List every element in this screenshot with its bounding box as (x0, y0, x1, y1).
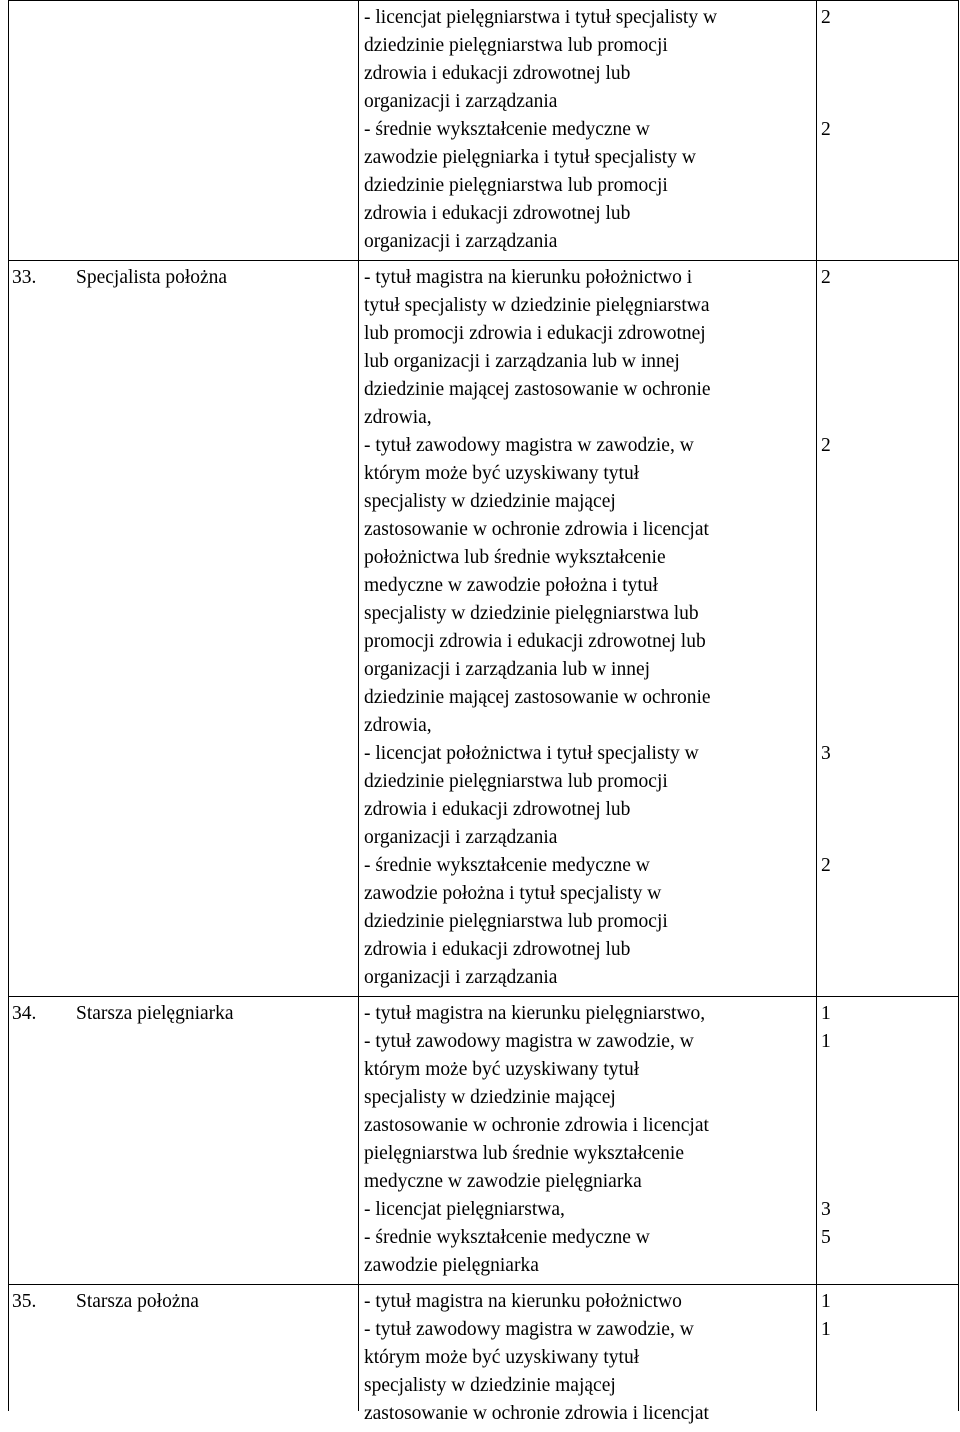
qualifications-table (8, 0, 959, 1424)
experience-value (821, 292, 941, 320)
experience-value (821, 544, 941, 572)
experience-value (821, 656, 941, 684)
qualification-line: organizacji i zarządzania (364, 91, 558, 112)
qualifications-cell (364, 4, 810, 256)
qualification-line: zastosowanie w ochronie zdrowia i licencjat (364, 1403, 709, 1424)
experience-value (821, 1252, 941, 1280)
experience-value (821, 600, 941, 628)
experience-value (821, 684, 941, 712)
position-name: Specjalista położna (76, 267, 228, 288)
experience-years-cell (821, 1288, 941, 1428)
qualification-line: organizacji i zarządzania (364, 967, 558, 988)
experience-value (821, 908, 941, 936)
experience-value: 1 (821, 1031, 831, 1052)
experience-value (821, 200, 941, 228)
experience-value (821, 320, 941, 348)
qualification-line: - tytuł zawodowy magistra w zawodzie, w (364, 1319, 694, 1340)
experience-value (821, 824, 941, 852)
experience-value (821, 1344, 941, 1372)
qualification-line: zastosowanie w ochronie zdrowia i licencjat (364, 519, 709, 540)
experience-value (821, 572, 941, 600)
qualification-line: zdrowia i edukacji zdrowotnej lub (364, 203, 631, 224)
qualification-line: - średnie wykształcenie medyczne w (364, 855, 650, 876)
experience-value (821, 712, 941, 740)
qualification-line: - tytuł magistra na kierunku położnictwo i (364, 267, 693, 288)
qualification-line: lub promocji zdrowia i edukacji zdrowotnej (364, 323, 706, 344)
qualification-line: specjalisty w dziedzinie mającej (364, 1375, 616, 1396)
experience-value (821, 488, 941, 516)
experience-value: 1 (821, 1291, 831, 1312)
qualification-line: - licencjat pielęgniarstwa i tytuł specjalisty w (364, 7, 718, 28)
experience-value (821, 144, 941, 172)
experience-years-cell (821, 1000, 941, 1280)
table-row (8, 996, 959, 1284)
qualification-line: promocji zdrowia i edukacji zdrowotnej lub (364, 631, 706, 652)
qualifications-cell (364, 1288, 810, 1428)
qualifications-cell (364, 264, 810, 992)
qualification-line: dziedzinie pielęgniarstwa lub promocji (364, 911, 668, 932)
qualification-line: położnictwa lub średnie wykształcenie (364, 547, 666, 568)
experience-value (821, 1112, 941, 1140)
qualification-line: zdrowia i edukacji zdrowotnej lub (364, 939, 631, 960)
qualification-line: którym może być uzyskiwany tytuł (364, 463, 640, 484)
experience-value (821, 1400, 941, 1428)
row-number: 35. (12, 1291, 37, 1312)
experience-value (821, 1084, 941, 1112)
qualification-line: dziedzinie pielęgniarstwa lub promocji (364, 175, 668, 196)
qualification-line: - tytuł zawodowy magistra w zawodzie, w (364, 435, 694, 456)
qualification-line: zdrowia i edukacji zdrowotnej lub (364, 799, 631, 820)
qualification-line: którym może być uzyskiwany tytuł (364, 1059, 640, 1080)
experience-value (821, 376, 941, 404)
experience-value (821, 628, 941, 656)
qualification-line: - tytuł magistra na kierunku położnictwo (364, 1291, 682, 1312)
experience-value: 5 (821, 1227, 831, 1248)
qualification-line: zdrowia, (364, 715, 432, 736)
table-row (8, 260, 959, 996)
experience-value (821, 1372, 941, 1400)
experience-value: 2 (821, 435, 831, 456)
experience-value: 2 (821, 7, 831, 28)
experience-value (821, 880, 941, 908)
qualification-line: dziedzinie mającej zastosowanie w ochronie (364, 379, 711, 400)
experience-years-cell (821, 4, 941, 256)
qualification-line: zastosowanie w ochronie zdrowia i licencjat (364, 1115, 709, 1136)
experience-value (821, 404, 941, 432)
qualification-line: specjalisty w dziedzinie pielęgniarstwa lub (364, 603, 699, 624)
experience-value (821, 460, 941, 488)
qualification-line: - średnie wykształcenie medyczne w (364, 1227, 650, 1248)
qualifications-cell (364, 1000, 810, 1280)
experience-value (821, 88, 941, 116)
experience-value: 2 (821, 119, 831, 140)
experience-value (821, 768, 941, 796)
experience-value: 3 (821, 743, 831, 764)
qualification-line: dziedzinie pielęgniarstwa lub promocji (364, 771, 668, 792)
qualification-line: organizacji i zarządzania lub w innej (364, 659, 651, 680)
qualification-line: - tytuł magistra na kierunku pielęgniarstwo, (364, 1003, 706, 1024)
qualification-line: pielęgniarstwa lub średnie wykształcenie (364, 1143, 685, 1164)
experience-value (821, 936, 941, 964)
qualification-line: tytuł specjalisty w dziedzinie pielęgniarstwa (364, 295, 710, 316)
table-row (8, 0, 959, 260)
qualification-line: - średnie wykształcenie medyczne w (364, 119, 650, 140)
qualification-line: organizacji i zarządzania (364, 231, 558, 252)
experience-value: 1 (821, 1003, 831, 1024)
experience-value: 2 (821, 855, 831, 876)
qualification-line: - tytuł zawodowy magistra w zawodzie, w (364, 1031, 694, 1052)
qualification-line: którym może być uzyskiwany tytuł (364, 1347, 640, 1368)
experience-value (821, 516, 941, 544)
table-row (8, 1284, 959, 1432)
qualification-line: dziedzinie mającej zastosowanie w ochronie (364, 687, 711, 708)
row-number: 33. (12, 267, 37, 288)
position-name: Starsza pielęgniarka (76, 1003, 234, 1024)
qualification-line: zawodzie pielęgniarka (364, 1255, 539, 1276)
experience-value (821, 796, 941, 824)
qualification-line: specjalisty w dziedzinie mającej (364, 491, 616, 512)
qualification-line: medyczne w zawodzie położna i tytuł (364, 575, 659, 596)
experience-value (821, 32, 941, 60)
experience-value: 2 (821, 267, 831, 288)
qualification-line: - licencjat położnictwa i tytuł specjalisty w (364, 743, 699, 764)
experience-value (821, 228, 941, 256)
qualification-line: - licencjat pielęgniarstwa, (364, 1199, 565, 1220)
experience-value: 1 (821, 1319, 831, 1340)
qualification-line: lub organizacji i zarządzania lub w innej (364, 351, 680, 372)
experience-value (821, 348, 941, 376)
qualification-line: zawodzie położna i tytuł specjalisty w (364, 883, 662, 904)
experience-value (821, 964, 941, 992)
experience-value (821, 1056, 941, 1084)
experience-value: 3 (821, 1199, 831, 1220)
experience-years-cell (821, 264, 941, 992)
row-number: 34. (12, 1003, 37, 1024)
qualification-line: zdrowia, (364, 407, 432, 428)
experience-value (821, 172, 941, 200)
row-divider (8, 1284, 959, 1285)
position-name: Starsza położna (76, 1291, 199, 1312)
row-divider (8, 996, 959, 997)
experience-value (821, 1140, 941, 1168)
row-divider (8, 260, 959, 261)
qualification-line: medyczne w zawodzie pielęgniarka (364, 1171, 642, 1192)
experience-value (821, 60, 941, 88)
qualification-line: zawodzie pielęgniarka i tytuł specjalisty w (364, 147, 696, 168)
qualification-line: dziedzinie pielęgniarstwa lub promocji (364, 35, 668, 56)
qualification-line: specjalisty w dziedzinie mającej (364, 1087, 616, 1108)
qualification-line: zdrowia i edukacji zdrowotnej lub (364, 63, 631, 84)
experience-value (821, 1168, 941, 1196)
table-border-top (8, 0, 959, 1)
qualification-line: organizacji i zarządzania (364, 827, 558, 848)
